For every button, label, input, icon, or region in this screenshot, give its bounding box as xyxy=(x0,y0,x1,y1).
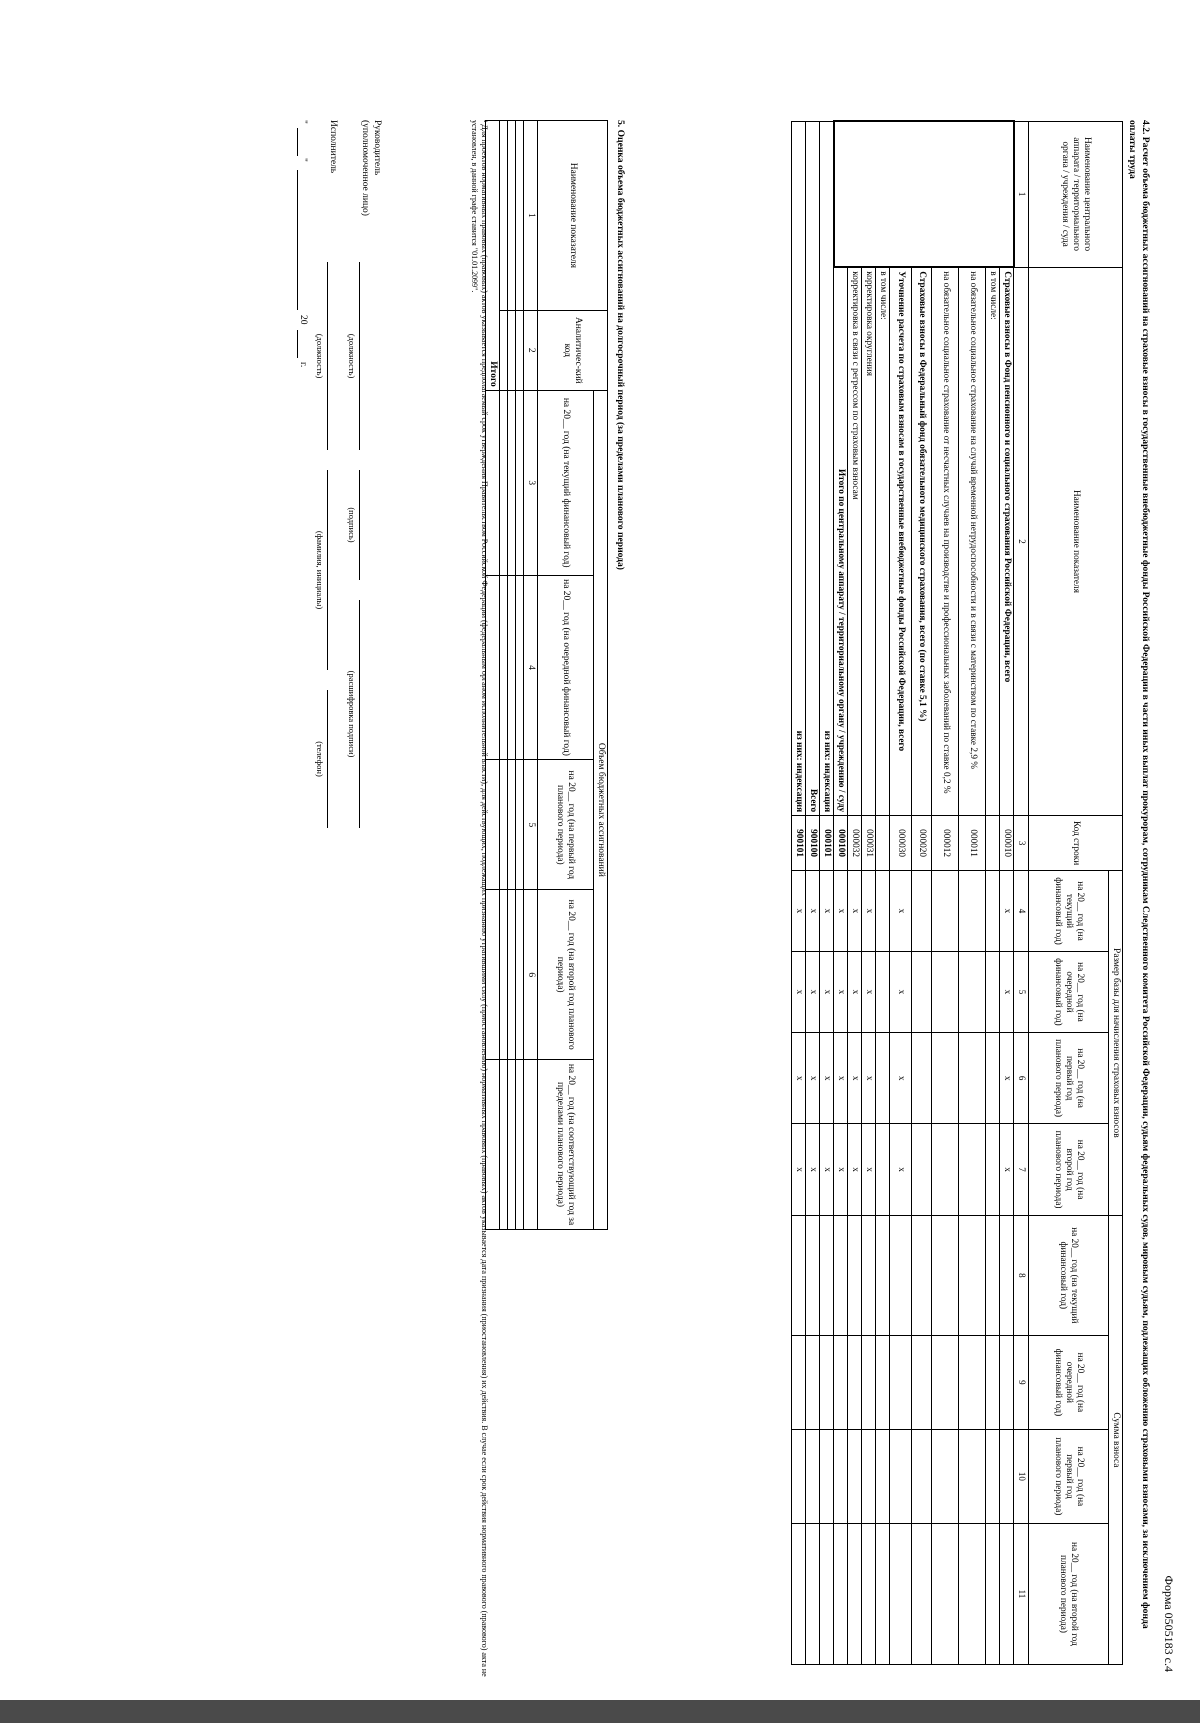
indicator-name-cell: Итого по центральному аппарату / территориальному органу / учреждению / суду xyxy=(834,267,848,815)
base-mark-cell: x xyxy=(890,871,912,952)
base-mark-cell: x xyxy=(890,951,912,1032)
sum-value-cell[interactable] xyxy=(912,1215,932,1335)
header-base-next: на 20__ год (на очередной финансовый год) xyxy=(1029,951,1109,1032)
t2-empty-cell[interactable] xyxy=(500,121,508,311)
indicator-name-cell: Всего xyxy=(806,121,820,816)
indicator-name-cell: Уточнение расчета по страховым взносам в государственные внебюджетные фонды Российской Федерации, всего xyxy=(890,267,912,815)
executor-phone-line[interactable] xyxy=(327,690,328,828)
head-position-line[interactable] xyxy=(359,262,360,450)
header-base-current: на 20__ год (на текущий финансовый год) xyxy=(1029,871,1109,952)
date-year-prefix: 20 xyxy=(298,315,308,325)
row-code-cell: 000030 xyxy=(890,816,912,871)
t2-empty-cell[interactable] xyxy=(508,890,516,1060)
base-mark-cell xyxy=(986,951,1000,1032)
table-row xyxy=(986,121,1000,1665)
sum-value-cell[interactable] xyxy=(890,1215,912,1335)
base-mark-cell xyxy=(912,1124,932,1215)
t2-empty-cell[interactable] xyxy=(500,1060,508,1230)
section-5-title: 5. Оценка объема бюджетных ассигнований на долгосрочный период (за пределами планового периода) xyxy=(615,120,626,570)
col-number: 7 xyxy=(1014,1124,1029,1215)
sum-value-cell[interactable] xyxy=(932,1335,959,1429)
base-mark-cell: x xyxy=(1000,1032,1014,1123)
sum-value-cell[interactable] xyxy=(834,1429,848,1523)
base-mark-cell: x xyxy=(848,1032,862,1123)
base-mark-cell: x xyxy=(820,871,835,952)
base-mark-cell xyxy=(959,871,986,952)
base-mark-cell: x xyxy=(1000,951,1014,1032)
base-mark-cell xyxy=(959,1124,986,1215)
executor-label: Исполнитель xyxy=(328,120,338,174)
row-code-cell: 000031 xyxy=(862,816,876,871)
section-4-2-title: 4.2. Расчет объема бюджетных ассигнований на страховые взносы в государственные внебюджетные фонды Российской Федерации в части иных выплат прокурорам, сотрудникам Следственного комитета Российской Федерации, судьям федеральных судов, мировым судьям, подлежащих обложению страховыми взносами, за исключением фонда оплаты труда xyxy=(1127,120,1151,1629)
base-mark-cell xyxy=(876,1124,890,1215)
base-mark-cell: x xyxy=(862,871,876,952)
sum-value-cell[interactable] xyxy=(986,1523,1000,1664)
t2-empty-cell[interactable] xyxy=(516,121,524,311)
base-mark-cell: x xyxy=(792,951,806,1032)
long-term-assignments-table xyxy=(485,120,608,1230)
row-code-cell: 000100 xyxy=(834,816,848,871)
base-mark-cell: x xyxy=(848,951,862,1032)
base-mark-cell xyxy=(912,1032,932,1123)
sum-value-cell[interactable] xyxy=(792,1215,806,1335)
base-mark-cell xyxy=(932,951,959,1032)
row-code-cell xyxy=(876,816,890,871)
base-mark-cell xyxy=(932,1032,959,1123)
sum-value-cell[interactable] xyxy=(932,1429,959,1523)
sum-value-cell[interactable] xyxy=(876,1429,890,1523)
sum-value-cell[interactable] xyxy=(876,1335,890,1429)
table-row xyxy=(890,121,912,1665)
base-mark-cell: x xyxy=(890,1032,912,1123)
date-day-line[interactable] xyxy=(297,128,298,156)
base-mark-cell: x xyxy=(806,951,820,1032)
base-mark-cell: x xyxy=(806,871,820,952)
row-code-cell: 000010 xyxy=(1000,816,1014,871)
base-mark-cell xyxy=(912,951,932,1032)
head-label-sub: (уполномоченное лицо) xyxy=(360,120,370,216)
table-row xyxy=(1000,121,1014,1665)
executor-position-line[interactable] xyxy=(327,262,328,450)
t2-empty-cell[interactable] xyxy=(508,310,516,390)
base-mark-cell xyxy=(932,1124,959,1215)
header-sum-group: Сумма взноса xyxy=(1109,1215,1123,1664)
t2-header-analytic-code: Аналитичес-кий код xyxy=(538,310,608,390)
table-row xyxy=(932,121,959,1665)
sum-value-cell[interactable] xyxy=(912,1523,932,1664)
header-org-name: Наименование центрального аппарата / территориального органа / учреждения / суда xyxy=(1029,121,1123,267)
base-mark-cell: x xyxy=(792,1032,806,1123)
t2-empty-cell[interactable] xyxy=(516,760,524,890)
base-mark-cell: x xyxy=(806,1032,820,1123)
date-year-line[interactable] xyxy=(297,330,298,358)
t2-empty-cell[interactable] xyxy=(508,575,516,760)
sum-value-cell[interactable] xyxy=(848,1429,862,1523)
scan-edge-strip xyxy=(0,1700,1200,1723)
base-mark-cell xyxy=(986,871,1000,952)
t2-empty-cell[interactable] xyxy=(500,890,508,1060)
t2-col-number: 5 xyxy=(524,760,538,890)
sum-value-cell[interactable] xyxy=(820,1523,835,1664)
row-code-cell: 000011 xyxy=(959,816,986,871)
base-mark-cell: x xyxy=(820,951,835,1032)
base-mark-cell: x xyxy=(848,871,862,952)
t2-header-group: Объем бюджетных ассигнований xyxy=(594,390,608,1229)
t2-total-label: Итого xyxy=(486,121,500,391)
row-code-cell: 000012 xyxy=(932,816,959,871)
sum-value-cell[interactable] xyxy=(820,1335,835,1429)
indicator-name-cell: в том числе: xyxy=(876,267,890,815)
t2-header-col6: на 20__ год (на второй год планового периода) xyxy=(538,890,594,1060)
sum-value-cell[interactable] xyxy=(890,1523,912,1664)
row-code-cell: 900100 xyxy=(806,816,820,871)
t2-empty-cell[interactable] xyxy=(516,390,524,575)
row-code-cell: 900101 xyxy=(792,816,806,871)
base-mark-cell xyxy=(932,871,959,952)
base-mark-cell: x xyxy=(820,1032,835,1123)
col-number: 5 xyxy=(1014,951,1029,1032)
header-sum-next: на 20__ год (на очередной финансовый год) xyxy=(1029,1335,1109,1429)
col-number: 10 xyxy=(1014,1429,1029,1523)
sum-value-cell[interactable] xyxy=(932,1523,959,1664)
sum-value-cell[interactable] xyxy=(912,1335,932,1429)
t2-empty-cell[interactable] xyxy=(500,760,508,890)
sum-value-cell[interactable] xyxy=(862,1523,876,1664)
date-year-suffix: г. xyxy=(298,362,308,368)
sum-value-cell[interactable] xyxy=(792,1335,806,1429)
t2-empty-cell[interactable] xyxy=(500,310,508,390)
base-mark-cell: x xyxy=(862,951,876,1032)
sum-value-cell[interactable] xyxy=(806,1523,820,1664)
sum-value-cell[interactable] xyxy=(1000,1215,1014,1335)
indicator-name-cell: на обязательное социальное страхование от несчастных случаев на производстве и профессиональных заболеваний по ставке 0,2 % xyxy=(932,267,959,815)
executor-fio-caption: (фамилия, инициалы) xyxy=(315,530,325,610)
header-base-plan1: на 20__ год (на первый год планового периода) xyxy=(1029,1032,1109,1123)
sum-value-cell[interactable] xyxy=(848,1523,862,1664)
sum-value-cell[interactable] xyxy=(959,1523,986,1664)
base-mark-cell: x xyxy=(834,1032,848,1123)
indicator-name-cell: корректировка в связи с регрессом по страховым взносам xyxy=(848,267,862,815)
base-mark-cell: x xyxy=(1000,871,1014,952)
t2-empty-cell[interactable] xyxy=(508,390,516,575)
header-indicator: Наименование показателя xyxy=(1029,267,1123,815)
t2-header-col3: на 20__ год (на текущий финансовый год) xyxy=(538,390,594,575)
base-mark-cell xyxy=(986,1124,1000,1215)
t2-empty-cell[interactable] xyxy=(516,575,524,760)
col-number: 1 xyxy=(1014,121,1029,267)
head-position-caption: (должность) xyxy=(347,333,357,379)
t2-col-number: 4 xyxy=(524,575,538,760)
table-row xyxy=(876,121,890,1665)
executor-position-caption: (должность) xyxy=(315,333,325,379)
insurance-calculation-table xyxy=(791,120,1123,1665)
t2-col-number: 2 xyxy=(524,310,538,390)
base-mark-cell xyxy=(959,1032,986,1123)
sum-value-cell[interactable] xyxy=(986,1429,1000,1523)
t2-empty-cell[interactable] xyxy=(516,310,524,390)
row-code-cell: 000032 xyxy=(848,816,862,871)
col-number: 9 xyxy=(1014,1335,1029,1429)
base-mark-cell: x xyxy=(806,1124,820,1215)
sum-value-cell[interactable] xyxy=(932,1215,959,1335)
t2-empty-cell[interactable] xyxy=(508,121,516,311)
base-mark-cell xyxy=(912,871,932,952)
head-decoding-caption: (расшифровка подписи) xyxy=(347,670,357,758)
base-mark-cell: x xyxy=(792,1124,806,1215)
base-mark-cell xyxy=(986,1032,1000,1123)
date-quote-open: " xyxy=(298,120,308,124)
row-code-cell: 000020 xyxy=(912,816,932,871)
indicator-name-cell: в том числе: xyxy=(986,267,1000,815)
table-row xyxy=(959,121,986,1665)
sum-value-cell[interactable] xyxy=(876,1215,890,1335)
base-mark-cell: x xyxy=(834,871,848,952)
table-row xyxy=(834,121,848,1665)
header-sum-plan1: на 20__ год (на первый год планового периода) xyxy=(1029,1429,1109,1523)
indicator-name-cell: из них: индексация xyxy=(820,121,835,816)
sum-value-cell[interactable] xyxy=(820,1215,835,1335)
base-mark-cell: x xyxy=(862,1124,876,1215)
t2-empty-cell[interactable] xyxy=(508,760,516,890)
sum-value-cell[interactable] xyxy=(890,1335,912,1429)
sum-value-cell[interactable] xyxy=(820,1429,835,1523)
sum-value-cell[interactable] xyxy=(862,1429,876,1523)
col-number: 3 xyxy=(1014,816,1029,871)
sum-value-cell[interactable] xyxy=(792,1429,806,1523)
head-signature-caption: (подпись) xyxy=(347,507,357,543)
col-number: 8 xyxy=(1014,1215,1029,1335)
t2-empty-cell[interactable] xyxy=(500,575,508,760)
head-label: Руководитель xyxy=(372,120,382,176)
sum-value-cell[interactable] xyxy=(1000,1335,1014,1429)
base-mark-cell xyxy=(959,951,986,1032)
sum-value-cell[interactable] xyxy=(806,1335,820,1429)
sum-value-cell[interactable] xyxy=(1000,1429,1014,1523)
footnote: ¹ Для проектов нормативных правовых (правовых) актов указывается предполагаемый срок утверждения Правительством Российской Федерации (федеральным органом исполнительной власти); для действующих, подлежащих признанию утратившими силу (приостановлению) нормативных правовых (правовых) актов указывается дата признания (приостановления) их действия. В случае если срок действия нормативного правового (правового) акта не установлен, в данной графе ставится "01.01.2099". xyxy=(470,120,489,1677)
t2-empty-cell[interactable] xyxy=(508,1060,516,1230)
form-code: Форма 0505183 с.4 xyxy=(1162,1575,1176,1672)
head-decoding-line[interactable] xyxy=(359,600,360,828)
indicator-name-cell: Страховые взносы в Федеральный фонд обязательного медицинского страхования, всего (по ставке 5,1 %) xyxy=(912,267,932,815)
sum-value-cell[interactable] xyxy=(862,1215,876,1335)
base-mark-cell: x xyxy=(848,1124,862,1215)
header-sum-current: на 20__ год (на текущий финансовый год) xyxy=(1029,1215,1109,1335)
t2-empty-cell[interactable] xyxy=(516,890,524,1060)
base-mark-cell xyxy=(876,951,890,1032)
indicator-name-cell: корректировка округления xyxy=(862,267,876,815)
table-row xyxy=(820,121,835,1665)
base-mark-cell xyxy=(876,1032,890,1123)
sum-value-cell[interactable] xyxy=(876,1523,890,1664)
date-quote-close: " xyxy=(298,158,308,162)
sum-value-cell[interactable] xyxy=(959,1335,986,1429)
indicator-name-cell: Страховые взносы в Фонд пенсионного и социального страхования Российской Федерации, всего xyxy=(1000,267,1014,815)
executor-phone-caption: (телефон) xyxy=(315,741,325,777)
sum-value-cell[interactable] xyxy=(1000,1523,1014,1664)
t2-empty-cell[interactable] xyxy=(516,1060,524,1230)
col-number: 2 xyxy=(1014,267,1029,815)
org-name-cell[interactable] xyxy=(834,121,1014,267)
header-base-group: Размер базы для начисления страховых взносов xyxy=(1109,871,1123,1216)
sum-value-cell[interactable] xyxy=(834,1215,848,1335)
sum-value-cell[interactable] xyxy=(986,1335,1000,1429)
table-row xyxy=(862,121,876,1665)
sum-value-cell[interactable] xyxy=(986,1215,1000,1335)
base-mark-cell xyxy=(876,871,890,952)
sum-value-cell[interactable] xyxy=(890,1429,912,1523)
base-mark-cell: x xyxy=(1000,1124,1014,1215)
sum-value-cell[interactable] xyxy=(848,1215,862,1335)
t2-col-number xyxy=(524,1060,538,1230)
head-signature-line[interactable] xyxy=(359,470,360,580)
sum-value-cell[interactable] xyxy=(959,1215,986,1335)
row-code-cell: 000101 xyxy=(820,816,835,871)
t2-header-col5: на 20__ год (на первый год планового периода) xyxy=(538,760,594,890)
sum-value-cell[interactable] xyxy=(834,1523,848,1664)
sum-value-cell[interactable] xyxy=(862,1335,876,1429)
header-sum-plan2: на 20__ год (на второй год планового периода) xyxy=(1029,1523,1109,1664)
sum-value-cell[interactable] xyxy=(848,1335,862,1429)
insurance-table-body xyxy=(792,121,1015,1665)
col-number: 6 xyxy=(1014,1032,1029,1123)
t2-header-col4: на 20__ год (на очередной финансовый год) xyxy=(538,575,594,760)
col-number: 4 xyxy=(1014,871,1029,952)
indicator-name-cell: из них: индексация xyxy=(792,121,806,816)
row-code-cell xyxy=(986,816,1000,871)
sum-value-cell[interactable] xyxy=(912,1429,932,1523)
header-base-plan2: на 20__ год (на второй год планового периода) xyxy=(1029,1124,1109,1215)
base-mark-cell: x xyxy=(820,1124,835,1215)
table-row xyxy=(806,121,820,1665)
t2-col-number: 3 xyxy=(524,390,538,575)
base-mark-cell: x xyxy=(834,951,848,1032)
base-mark-cell: x xyxy=(834,1124,848,1215)
t2-col-number: 1 xyxy=(524,121,538,311)
header-code: Код строки xyxy=(1029,816,1123,871)
base-mark-cell: x xyxy=(890,1124,912,1215)
sum-value-cell[interactable] xyxy=(806,1215,820,1335)
t2-empty-cell[interactable] xyxy=(500,390,508,575)
table-row xyxy=(848,121,862,1665)
base-mark-cell: x xyxy=(862,1032,876,1123)
executor-fio-line[interactable] xyxy=(327,470,328,670)
table-row xyxy=(792,121,806,1665)
sum-value-cell[interactable] xyxy=(806,1429,820,1523)
sum-value-cell[interactable] xyxy=(959,1429,986,1523)
indicator-name-cell: на обязательное социальное страхование на случай временной нетрудоспособности и в связи с материнством по ставке 2,9 % xyxy=(959,267,986,815)
sum-value-cell[interactable] xyxy=(834,1335,848,1429)
t2-header-col7: на 20__ год (на соответствующий год за пределами планового периода) xyxy=(538,1060,594,1230)
table-row xyxy=(912,121,932,1665)
date-month-line[interactable] xyxy=(297,170,298,310)
col-number: 11 xyxy=(1014,1523,1029,1664)
t2-header-indicator: Наименование показателя xyxy=(538,121,608,311)
t2-col-number: 6 xyxy=(524,890,538,1060)
sum-value-cell[interactable] xyxy=(792,1523,806,1664)
base-mark-cell: x xyxy=(792,871,806,952)
